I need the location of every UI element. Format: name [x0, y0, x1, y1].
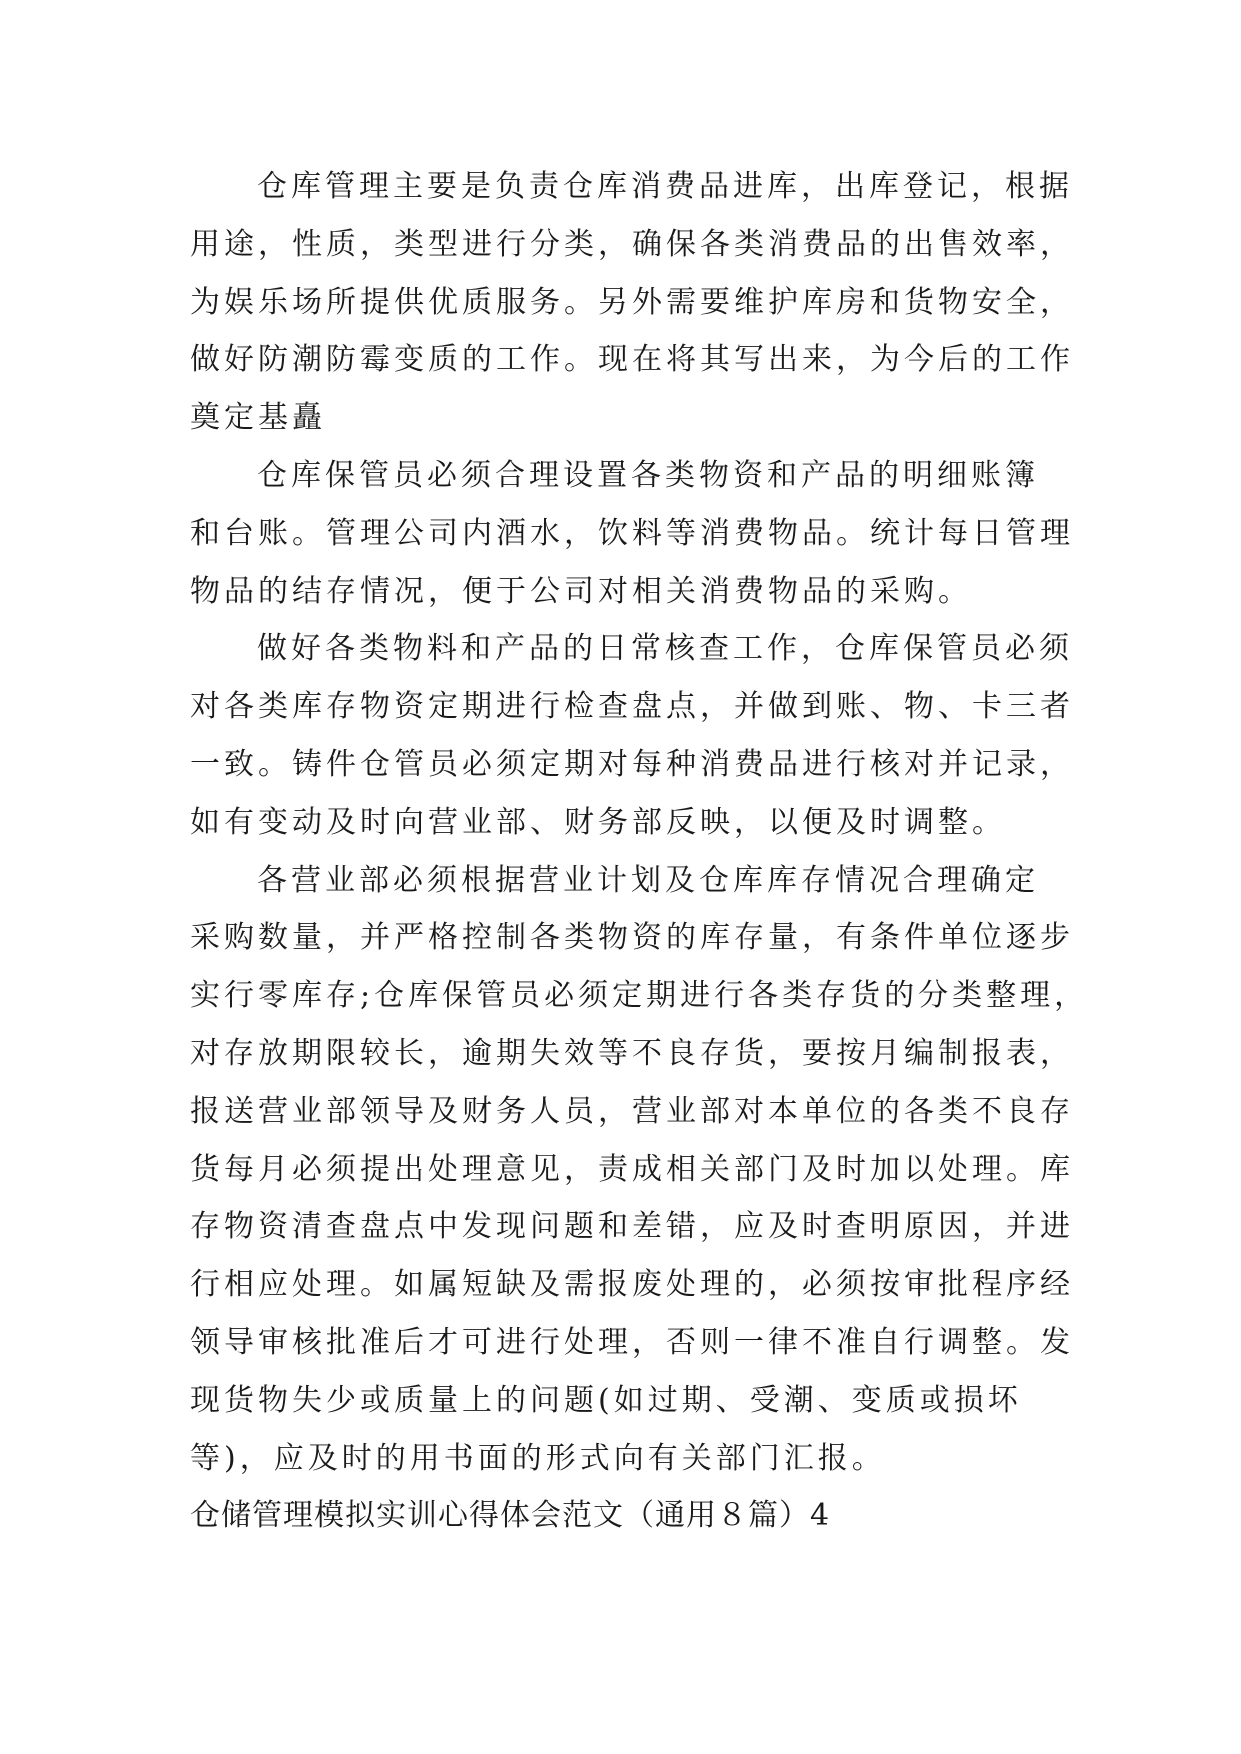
document-body: [190, 158, 1089, 1545]
paragraph-3-line-2: 对各类库存物资定期进行检查盘点，并做到账、物、卡三者: [190, 689, 1074, 725]
paragraph-4-line-1: 各营业部必须根据营业计划及仓库库存情况合理确定: [257, 862, 1039, 898]
paragraph-2-line-2: 和台账。管理公司内酒水，饮料等消费物品。统计每日管理: [190, 515, 1074, 551]
paragraph-1-line-2: 用途，性质，类型进行分类，确保各类消费品的出售效率，: [190, 226, 1074, 262]
paragraph-4-line-8: 行相应处理。如属短缺及需报废处理的，必须按审批程序经: [190, 1267, 1074, 1303]
paragraph-4-line-2: 采购数量，并严格控制各类物资的库存量，有条件单位逐步: [190, 920, 1074, 956]
paragraph-1-line-1: 仓库管理主要是负责仓库消费品进库，出库登记，根据: [257, 169, 1073, 204]
paragraph-4-line-4: 对存放期限较长，逾期失效等不良存货，要按月编制报表，: [190, 1035, 1074, 1071]
paragraph-4-line-10: 现货物失少或质量上的问题(如过期、受潮、变质或损坏: [190, 1382, 1022, 1418]
paragraph-4-line-7: 存物资清查盘点中发现问题和差错，应及时查明原因，并进: [190, 1209, 1074, 1245]
paragraph-3-line-1: 做好各类物料和产品的日常核查工作，仓库保管员必须: [257, 631, 1073, 667]
paragraph-4-line-5: 报送营业部领导及财务人员，营业部对本单位的各类不良存: [190, 1093, 1074, 1129]
paragraph-4-line-3: 实行零库存;仓库保管员必须定期进行各类存货的分类整理，: [190, 978, 1089, 1014]
paragraph-1-line-4: 做好防潮防霉变质的工作。现在将其写出来，为今后的工作: [190, 342, 1074, 378]
paragraph-4-line-9: 领导审核批准后才可进行处理，否则一律不准自行调整。发: [190, 1324, 1074, 1360]
paragraph-3-line-3: 一致。铸件仓管员必须定期对每种消费品进行核对并记录，: [190, 746, 1074, 782]
paragraph-1-line-5: 奠定基矗: [190, 400, 326, 436]
paragraph-4-line-11: 等)，应及时的用书面的形式向有关部门汇报。: [190, 1440, 886, 1476]
paragraph-3-line-4: 如有变动及时向营业部、财务部反映，以便及时调整。: [190, 804, 1006, 840]
paragraph-2-line-3: 物品的结存情况，便于公司对相关消费物品的采购。: [190, 573, 972, 609]
paragraph-1-line-3: 为娱乐场所提供优质服务。另外需要维护库房和货物安全，: [190, 284, 1074, 320]
paragraph-2-line-1: 仓库保管员必须合理设置各类物资和产品的明细账簿: [257, 457, 1039, 493]
paragraph-4-line-6: 货每月必须提出处理意见，责成相关部门及时加以处理。库: [190, 1151, 1074, 1187]
section-heading: 仓储管理模拟实训心得体会范文（通用８篇）4: [190, 1498, 831, 1534]
